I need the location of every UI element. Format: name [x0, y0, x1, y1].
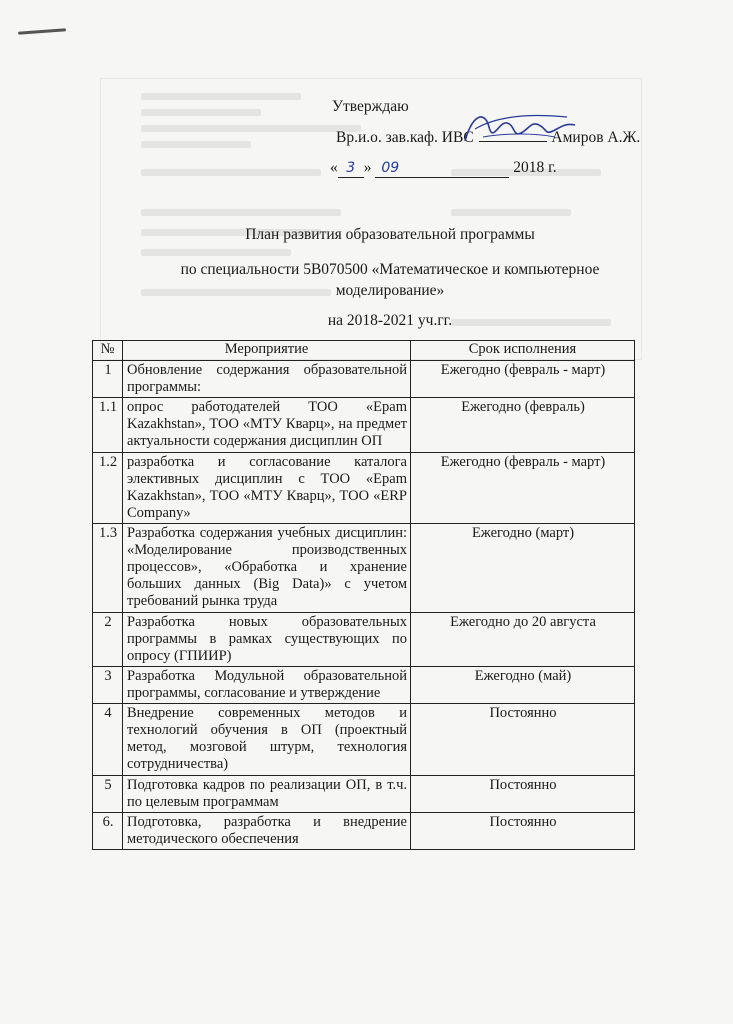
row-activity: Разработка новых образовательных программы в рамках существующих по опросу (ГПИИР)	[127, 613, 407, 664]
plan-table	[92, 340, 635, 850]
date-open-quote: «	[330, 159, 338, 176]
row-term: Постоянно	[411, 775, 635, 812]
approval-date	[330, 159, 557, 178]
table-row	[93, 452, 635, 523]
approval-position: Вр.и.о. зав.каф. ИВС	[336, 129, 474, 146]
row-number: 4	[93, 704, 123, 775]
approval-title: Утверждаю	[332, 98, 409, 115]
table-row	[93, 361, 635, 398]
row-activity: Разработка содержания учебных дисциплин: «Моделирование производственных процессов», «Обработка и хранение больших данных (Big Data)» с учетом требований рынка труда	[127, 524, 407, 610]
row-number: 5	[93, 775, 123, 812]
plan-specialty-line2: моделирование»	[335, 282, 445, 299]
row-number: 6.	[93, 812, 123, 849]
pen-mark	[18, 28, 66, 34]
plan-title: План развития образовательной программы	[245, 226, 535, 243]
table-row	[93, 704, 635, 775]
row-activity: Разработка Модульной образовательной программы, согласование и утверждение	[127, 667, 407, 701]
date-month: 09	[375, 160, 509, 178]
date-close-quote: »	[363, 159, 372, 176]
row-term: Ежегодно (май)	[411, 666, 635, 703]
table-header-row	[93, 341, 635, 361]
row-number: 1.1	[93, 398, 123, 452]
row-number: 1.3	[93, 523, 123, 612]
table-row	[93, 612, 635, 666]
plan-years: на 2018-2021 уч.гг.	[327, 312, 453, 329]
header-term: Срок исполнения	[411, 341, 635, 361]
table-row	[93, 666, 635, 703]
row-term: Постоянно	[411, 812, 635, 849]
row-number: 1.2	[93, 452, 123, 523]
row-number: 3	[93, 666, 123, 703]
row-activity: опрос работодателей ТОО «Epam Kazakhstan», ТОО «МТУ Кварц», на предмет актуальности содержания дисциплин ОП	[127, 399, 407, 450]
header-number: №	[93, 341, 123, 361]
row-activity: Подготовка кадров по реализации ОП, в т.ч. по целевым программам	[127, 776, 407, 810]
row-term: Ежегодно (февраль)	[411, 398, 635, 452]
handwritten-signature	[455, 103, 585, 153]
table-row	[93, 775, 635, 812]
table-row	[93, 812, 635, 849]
row-number: 2	[93, 612, 123, 666]
row-term: Ежегодно до 20 августа	[411, 612, 635, 666]
approval-name: Амиров А.Ж.	[551, 129, 641, 146]
plan-specialty-line1: по специальности 5В070500 «Математическое и компьютерное	[180, 261, 600, 278]
row-term: Постоянно	[411, 704, 635, 775]
row-term: Ежегодно (февраль - март)	[411, 452, 635, 523]
date-year: 2018 г.	[513, 159, 557, 176]
row-term: Ежегодно (март)	[411, 523, 635, 612]
row-activity: Подготовка, разработка и внедрение методического обеспечения	[127, 813, 407, 847]
row-activity: разработка и согласование каталога элективных дисциплин с ТОО «Epam Kazakhstan», ТОО «МТУ Кварц», ТОО «ERP Company»	[127, 453, 407, 521]
row-activity: Обновление содержания образовательной программы:	[127, 362, 407, 396]
row-activity: Внедрение современных методов и технологий обучения в ОП (проектный метод, мозговой штурм, технология сотрудничества)	[127, 705, 407, 773]
row-number: 1	[93, 361, 123, 398]
header-activity: Мероприятие	[123, 341, 411, 361]
date-day: 3	[338, 160, 364, 178]
row-term: Ежегодно (февраль - март)	[411, 361, 635, 398]
table-row	[93, 523, 635, 612]
table-row	[93, 398, 635, 452]
